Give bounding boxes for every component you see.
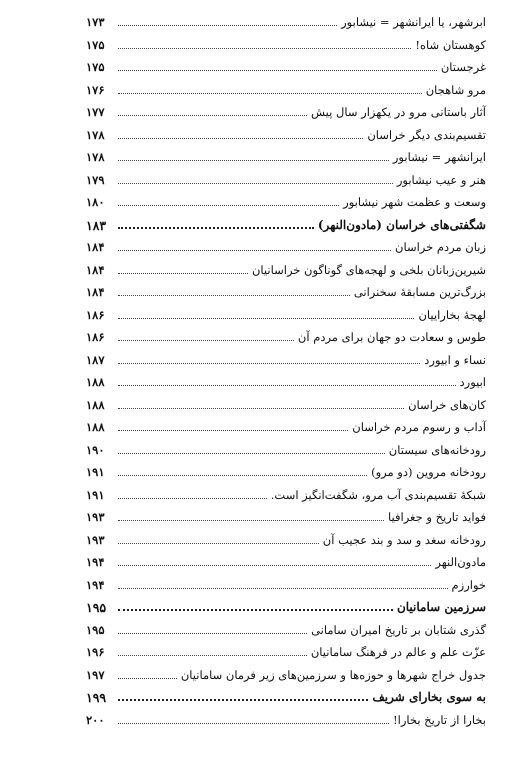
toc-entry-title: کوهستان شاه! [415, 37, 486, 52]
toc-entry-page-number: ۱۸۴ [86, 240, 105, 254]
toc-entry-page-number: ۱۸۰ [86, 195, 105, 209]
toc-entry-page-number: ۱۹۱ [86, 487, 105, 502]
toc-entry [86, 301, 486, 323]
toc-entry [86, 346, 486, 368]
toc-entry [86, 211, 486, 233]
toc-entry-page-number: ۱۷۵ [86, 37, 105, 52]
dot-leader [118, 699, 368, 701]
toc-entry-title: فواید تاریخ و جغرافیا [388, 510, 486, 524]
dot-leader [118, 430, 348, 431]
toc-entry-title: آداب و رسوم مردم خراسان [352, 420, 486, 434]
toc-entry [86, 458, 486, 480]
dot-leader [118, 138, 363, 139]
toc-entry-page-number: ۱۹۵ [86, 600, 107, 615]
dot-leader [118, 453, 385, 454]
dot-leader [118, 520, 384, 521]
toc-entry-title: مرو شاهجان [425, 82, 486, 97]
toc-entry-page-number: ۱۷۸ [86, 127, 105, 142]
toc-entry-page-number: ۱۹۹ [86, 690, 107, 705]
toc-entry [86, 526, 486, 548]
toc-entry-title: ابرشهر، یا ایرانشهر = نیشابور [341, 15, 486, 29]
toc-entry-page-number: ۱۹۳ [86, 510, 105, 524]
toc-entry-page-number: ۱۸۶ [86, 307, 105, 322]
dot-leader [118, 48, 411, 49]
dot-leader [118, 543, 319, 544]
toc-entry-title: طوس و سعادت دو جهان برای مردم آن [297, 330, 486, 344]
toc-entry [86, 571, 486, 593]
toc-entry [86, 391, 486, 413]
toc-entry-title: نساء و ابیورد [424, 352, 486, 367]
toc-entry [86, 413, 486, 435]
toc-entry-title: رودخانه مروین (دو مرو) [371, 465, 486, 479]
toc-entry-page-number: ۱۷۸ [86, 150, 105, 164]
dot-leader [118, 609, 393, 611]
toc-entry-title: گذری شتابان بر تاریخ امیران سامانی [311, 622, 486, 637]
toc-entry [86, 661, 486, 683]
toc-entry-page-number: ۱۹۶ [86, 645, 105, 659]
dot-leader [118, 723, 389, 724]
toc-entry [86, 548, 486, 570]
toc-entry-title: شگفتی‌های خراسان (مادون‌النهر) [317, 217, 486, 232]
toc-entry-page-number: ۱۹۴ [86, 577, 105, 592]
toc-entry-page-number: ۱۷۷ [86, 105, 105, 119]
toc-entry [86, 706, 486, 728]
toc-entry-page-number: ۱۷۵ [86, 60, 105, 74]
toc-entry-page-number: ۱۹۰ [86, 442, 105, 457]
dot-leader [118, 498, 267, 499]
toc-entry-page-number: ۱۸۴ [86, 262, 105, 277]
toc-entry [86, 121, 486, 143]
dot-leader [118, 25, 337, 26]
toc-entry-title: رودخانه‌های سیستان [388, 442, 486, 457]
dot-leader [118, 295, 350, 296]
dot-leader [118, 655, 307, 656]
dot-leader [118, 678, 177, 679]
toc-entry-title: ابیورد [459, 375, 486, 389]
toc-entry-title: لهجهٔ بخاراییان [418, 307, 486, 322]
dot-leader [118, 227, 314, 229]
dot-leader [118, 183, 393, 184]
toc-entry-page-number: ۱۸۷ [86, 352, 105, 367]
toc-entry-title: مادون‌النهر [435, 555, 486, 569]
dot-leader [118, 273, 248, 274]
toc-entry-page-number: ۱۹۱ [86, 465, 105, 479]
toc-entry-page-number: ۱۸۳ [86, 217, 107, 233]
toc-entry-title: عزّت علم و عالم در فرهنگ سامانیان [310, 645, 486, 659]
toc-entry [86, 8, 486, 30]
toc-entry-page-number: ۱۷۹ [86, 172, 105, 187]
dot-leader [118, 205, 339, 206]
toc-entry [86, 256, 486, 278]
dot-leader [118, 588, 448, 589]
toc-entry [86, 31, 486, 53]
toc-entry-page-number: ۱۸۸ [86, 375, 105, 389]
toc-entry-title: ایرانشهر = نیشابور [392, 150, 486, 164]
toc-entry-page-number: ۱۹۵ [86, 622, 105, 637]
dot-leader [118, 385, 456, 386]
toc-entry-title: وسعت و عظمت شهر نیشابور [343, 195, 486, 209]
toc-entry [86, 436, 486, 458]
dot-leader [118, 565, 431, 566]
toc-entry-page-number: ۱۹۷ [86, 667, 105, 682]
toc-entry-page-number: ۱۷۶ [86, 82, 105, 97]
toc-entry-page-number: ۱۸۶ [86, 330, 105, 344]
toc-entry [86, 166, 486, 188]
dot-leader [118, 633, 307, 634]
toc-entry [86, 143, 486, 165]
toc-entry-page-number: ۱۹۳ [86, 532, 105, 547]
toc-entry-title: بزرگ‌ترین مسابقهٔ سخنرانی [353, 285, 486, 299]
toc-entry-page-number: ۱۸۸ [86, 397, 105, 412]
toc-entry-title: سرزمین سامانیان [396, 600, 486, 614]
toc-entry [86, 233, 486, 255]
dot-leader [118, 475, 367, 476]
toc-entry [86, 98, 486, 120]
toc-entry-title: هنر و عیب نیشابور [396, 172, 486, 187]
toc-entry-title: کان‌های خراسان [408, 397, 486, 412]
toc-entry [86, 323, 486, 345]
toc-entry [86, 503, 486, 525]
toc-entry-title: شیرین‌زبانان بلخی و لهجه‌های گوناگون خراسانیان [251, 262, 486, 277]
toc-entry [86, 616, 486, 638]
toc-entry-title: شبکهٔ تقسیم‌بندی آب مرو، شگفت‌انگیز است. [270, 487, 486, 502]
toc-entry [86, 683, 486, 705]
toc-entry [86, 76, 486, 98]
toc-entry-title: به سوی بخارای شریف [372, 690, 486, 704]
dot-leader [118, 93, 422, 94]
dot-leader [118, 160, 389, 161]
toc-entry [86, 53, 486, 75]
toc-entry-page-number: ۱۹۴ [86, 555, 105, 569]
dot-leader [118, 250, 391, 251]
dot-leader [118, 70, 437, 71]
toc-entry-title: رودخانه سغد و سد و بند عجیب آن [322, 532, 486, 547]
toc-entry-title: تقسیم‌بندی دیگر خراسان [367, 127, 486, 142]
toc-entry [86, 481, 486, 503]
dot-leader [118, 340, 294, 341]
toc-entry-title: جدول خراج شهرها و حوزه‌ها و سرزمین‌های زیر فرمان سامانیان [180, 667, 486, 682]
toc-entry-page-number: ۱۸۸ [86, 420, 105, 434]
toc-entry-title: خوارزم [451, 577, 486, 592]
dot-leader [118, 363, 420, 364]
toc-entry-title: غرجستان [440, 60, 486, 74]
toc-entry [86, 368, 486, 390]
dot-leader [118, 408, 404, 409]
toc-entry-page-number: ۱۷۳ [86, 15, 105, 29]
toc-entry-page-number: ۲۰۰ [86, 712, 105, 727]
toc-entry-title: آثار باستانی مرو در یکهزار سال پیش [311, 105, 486, 119]
dot-leader [118, 318, 414, 319]
toc-entry-title: زبان مردم خراسان [395, 240, 486, 254]
toc-entry [86, 188, 486, 210]
toc-entry [86, 638, 486, 660]
dot-leader [118, 115, 307, 116]
toc-entry-title: بخارا از تاریخ بخارا! [393, 712, 486, 727]
toc-entry [86, 278, 486, 300]
toc-entry [86, 593, 486, 615]
toc-entry-page-number: ۱۸۴ [86, 285, 105, 299]
